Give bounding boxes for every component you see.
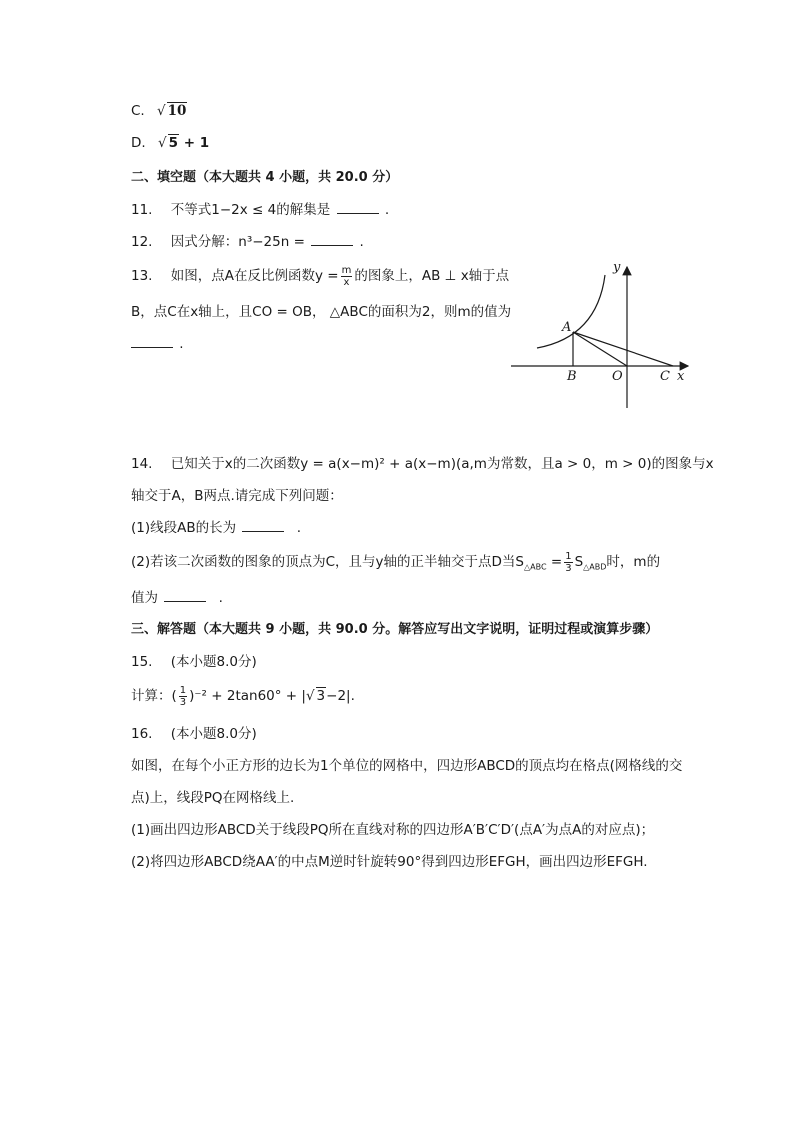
q13-blank[interactable] bbox=[131, 333, 173, 348]
option-c-label: C. bbox=[131, 103, 145, 119]
option-c-radicand: 10 bbox=[167, 103, 187, 119]
q14-part2-line2 bbox=[131, 586, 223, 606]
segment-ac bbox=[573, 332, 673, 366]
q16-part1: (1)画出四边形ABCD关于线段PQ所在直线对称的四边形A′B′C′D′(点A′为点A的对应点)； bbox=[131, 822, 655, 838]
q15-expression: 计算：( $\frac{1}{3}$ )⁻² + 2tan60° + |√ 3−2|. bbox=[131, 684, 355, 708]
q14-part2-sub1: △ABC bbox=[524, 562, 547, 572]
q15-calc-a: 计算：( bbox=[131, 688, 177, 704]
q12-text: 因式分解：n³−25n = bbox=[170, 234, 305, 250]
q15-fraction: $\frac{1}{3}$ bbox=[179, 684, 187, 708]
q16-header bbox=[131, 722, 257, 742]
q13-text-a: 如图，点A在反比例函数y = bbox=[170, 268, 339, 284]
q15-header bbox=[131, 650, 257, 670]
q12-end: . bbox=[359, 234, 364, 250]
q15-sqrt: 3 bbox=[316, 688, 326, 704]
q13-end: . bbox=[179, 336, 184, 352]
hyperbola-curve bbox=[537, 275, 605, 348]
q16-number: 16. bbox=[131, 726, 153, 742]
q14-part1-text: (1)线段AB的长为 bbox=[131, 520, 237, 536]
section3-title: 三、解答题（本大题共 9 小题，共 90.0 分。解答应写出文字说明，证明过程或演算步骤） bbox=[131, 622, 659, 637]
q15-calc-c: −2|. bbox=[326, 688, 355, 704]
segment-ao bbox=[573, 332, 627, 366]
q11-text: 不等式1−2x ≤ 4的解集是 bbox=[170, 202, 331, 218]
q14-part2 bbox=[131, 550, 660, 574]
option-c: C. √ 10 bbox=[131, 103, 187, 119]
q16-line1: 如图，在每个小正方形的边长为1个单位的网格中，四边形ABCD的顶点均在格点(网格线的交 bbox=[131, 758, 683, 774]
q14-part2-text-a: (2)若该二次函数的图象的顶点为C，且与y轴的正半轴交于点D当S bbox=[131, 554, 525, 570]
q13-fraction: $\frac{m}{x}$ bbox=[341, 264, 352, 288]
q14-line2: 轴交于A，B两点.请完成下列问题： bbox=[131, 488, 343, 504]
q12-number: 12. bbox=[131, 234, 153, 250]
q14-text: 已知关于x的二次函数y = a(x−m)² + a(x−m)(a,m为常数，且a > 0，m > 0)的图象与x bbox=[170, 456, 714, 472]
q11-blank[interactable] bbox=[337, 199, 379, 214]
q14-part2-line2-text: 值为 bbox=[131, 590, 158, 606]
q14-part2-sub2: △ABD bbox=[583, 562, 607, 572]
q14-part1-blank[interactable] bbox=[242, 517, 284, 532]
q14-number: 14. bbox=[131, 456, 153, 472]
q13-number: 13. bbox=[131, 268, 153, 284]
q16-score: (本小题8.0分) bbox=[170, 726, 257, 742]
q12 bbox=[131, 230, 364, 250]
label-c: C bbox=[660, 369, 670, 384]
section2-title: 二、填空题（本大题共 4 小题，共 20.0 分） bbox=[131, 170, 399, 185]
label-a: A bbox=[562, 320, 572, 335]
q11-end: . bbox=[384, 202, 390, 218]
q16-line2: 点)上，线段PQ在网格线上. bbox=[131, 790, 295, 806]
q14-part1 bbox=[131, 516, 301, 536]
q12-blank[interactable] bbox=[311, 231, 353, 246]
q13-line1 bbox=[131, 264, 509, 288]
q13-line3 bbox=[131, 333, 184, 352]
q14-part2-eq: = bbox=[546, 554, 563, 570]
q14-line1 bbox=[131, 452, 714, 472]
q15-calc-b: )⁻² + 2tan60° + | bbox=[189, 688, 306, 704]
q13-text-b: 的图象上，AB ⊥ x轴于点 bbox=[354, 268, 510, 284]
q16-part2: (2)将四边形ABCD绕AA′的中点M逆时针旋转90°得到四边形EFGH，画出四边形EFGH. bbox=[131, 854, 648, 870]
q15-number: 15. bbox=[131, 654, 153, 670]
option-d-tail: + 1 bbox=[179, 135, 210, 151]
label-x: x bbox=[677, 369, 685, 384]
q13-figure bbox=[505, 255, 705, 415]
q14-part2-blank[interactable] bbox=[164, 587, 206, 602]
q14-part2-fraction: $\frac{1}{3}$ bbox=[565, 550, 572, 574]
label-y: y bbox=[613, 260, 621, 275]
q14-part2-text-c: 时，m的 bbox=[606, 554, 661, 570]
option-d-label: D. bbox=[131, 135, 146, 151]
q15-score: (本小题8.0分) bbox=[170, 654, 257, 670]
q14-part1-end: . bbox=[296, 520, 302, 536]
q11 bbox=[131, 198, 389, 218]
label-b: B bbox=[567, 369, 577, 384]
q13-line2: B，点C在x轴上，且CO = OB， △ABC的面积为2，则m的值为 bbox=[131, 304, 512, 320]
label-o: O bbox=[612, 369, 623, 384]
option-d: D. √ 5 + 1 bbox=[131, 135, 210, 151]
q14-part2-text-b: S bbox=[574, 554, 584, 570]
q11-number: 11. bbox=[131, 202, 153, 218]
q14-part2-end: . bbox=[218, 590, 223, 606]
option-d-radicand: 5 bbox=[168, 135, 178, 151]
